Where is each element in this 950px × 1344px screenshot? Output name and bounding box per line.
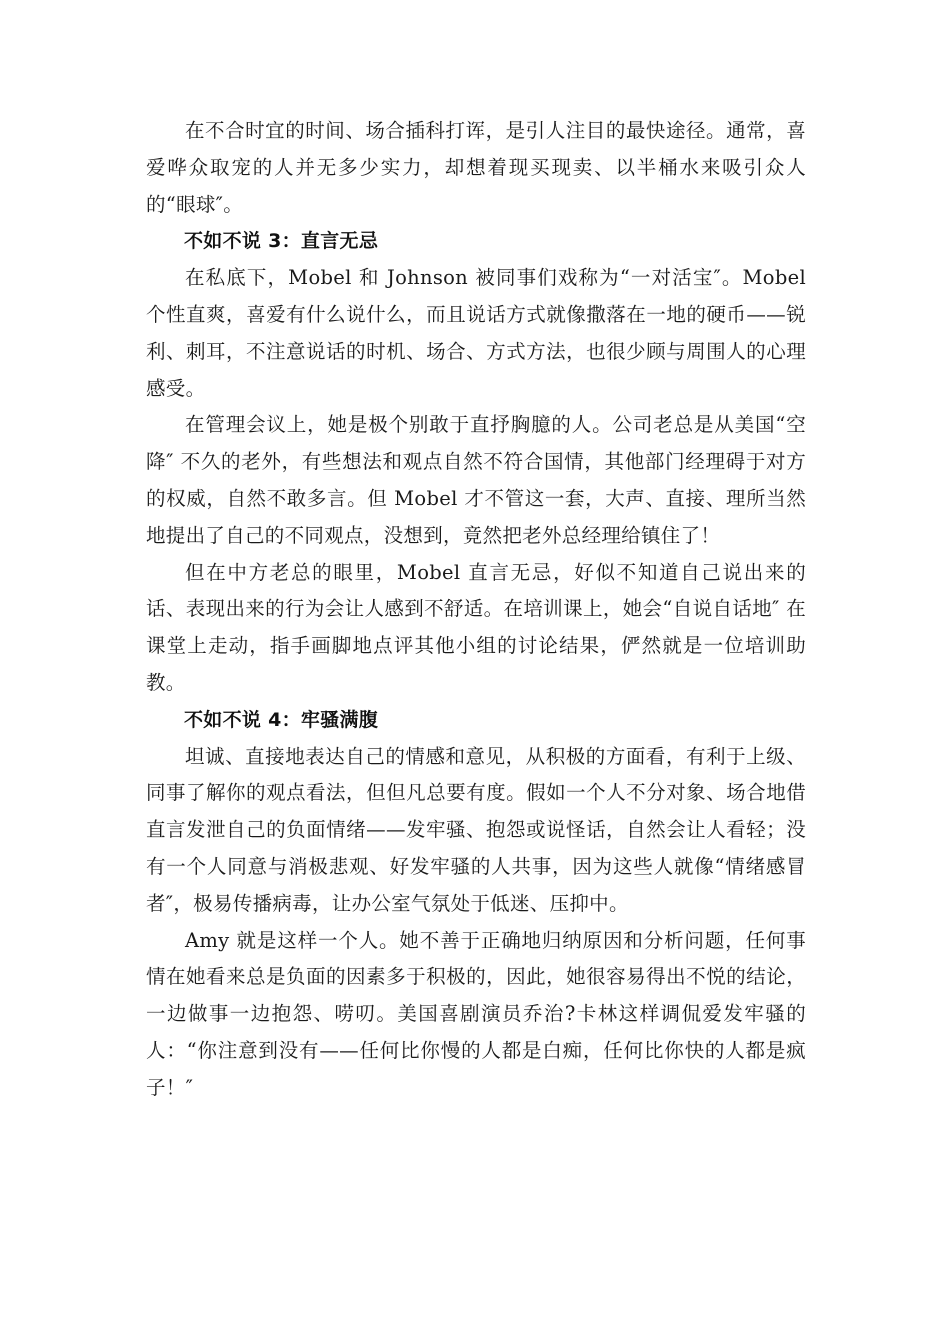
section-heading-3: 不如不说 3：直言无忌 — [184, 230, 379, 253]
section-heading-4: 不如不说 4：牢骚满腹 — [184, 708, 379, 731]
paragraph-4: 但在中方老总的眼里，Mobel 直言无忌，好似不知道自己说出来的话、表现出来的行为会让人感到不舒适。在培训课上，她会“自说自话地″ 在课堂上走动，指手画脚地点评其他小组的讨论结果，俨然就是一位培训助教。 — [146, 560, 806, 694]
paragraph-5: 坦诚、直接地表达自己的情感和意见，从积极的方面看，有利于上级、同事了解你的观点看法，但但凡总要有度。假如一个人不分对象、场合地借直言发泄自己的负面情绪——发牢骚、抱怨或说怪话，自然会让人看轻；没有一个人同意与消极悲观、好发牢骚的人共事，因为这些人就像“情绪感冒者″，极易传播病毒，让办公室气氛处于低迷、压抑中。 — [146, 744, 806, 915]
paragraph-6: Amy 就是这样一个人。她不善于正确地归纳原因和分析问题，任何事情在她看来总是负面的因素多于积极的，因此，她很容易得出不悦的结论，一边做事一边抱怨、唠叨。美国喜剧演员乔治?卡林这样调侃爱发牢骚的人：“你注意到没有——任何比你慢的人都是白痴，任何比你快的人都是疯子！″ — [146, 928, 806, 1099]
paragraph-3: 在管理会议上，她是极个别敢于直抒胸臆的人。公司老总是从美国“空降″ 不久的老外，有些想法和观点自然不符合国情，其他部门经理碍于对方的权威，自然不敢多言。但 Mobel 才不管这一套，大声、直接、理所当然地提出了自己的不同观点，没想到，竟然把老外总经理给镇住了！ — [146, 413, 806, 547]
paragraph-1: 在不合时宜的时间、场合插科打诨，是引人注目的最快途径。通常，喜爱哗众取宠的人并无多少实力，却想着现买现卖、以半桶水来吸引众人的“眼球″。 — [146, 119, 806, 216]
document-body — [146, 113, 806, 1107]
paragraph-2: 在私底下，Mobel 和 Johnson 被同事们戏称为“一对活宝″。Mobel 个性直爽，喜爱有什么说什么，而且说话方式就像撒落在一地的硬币——锐利、刺耳，不注意说话的时机、场合、方式方法，也很少顾与周围人的心理感受。 — [146, 266, 806, 400]
